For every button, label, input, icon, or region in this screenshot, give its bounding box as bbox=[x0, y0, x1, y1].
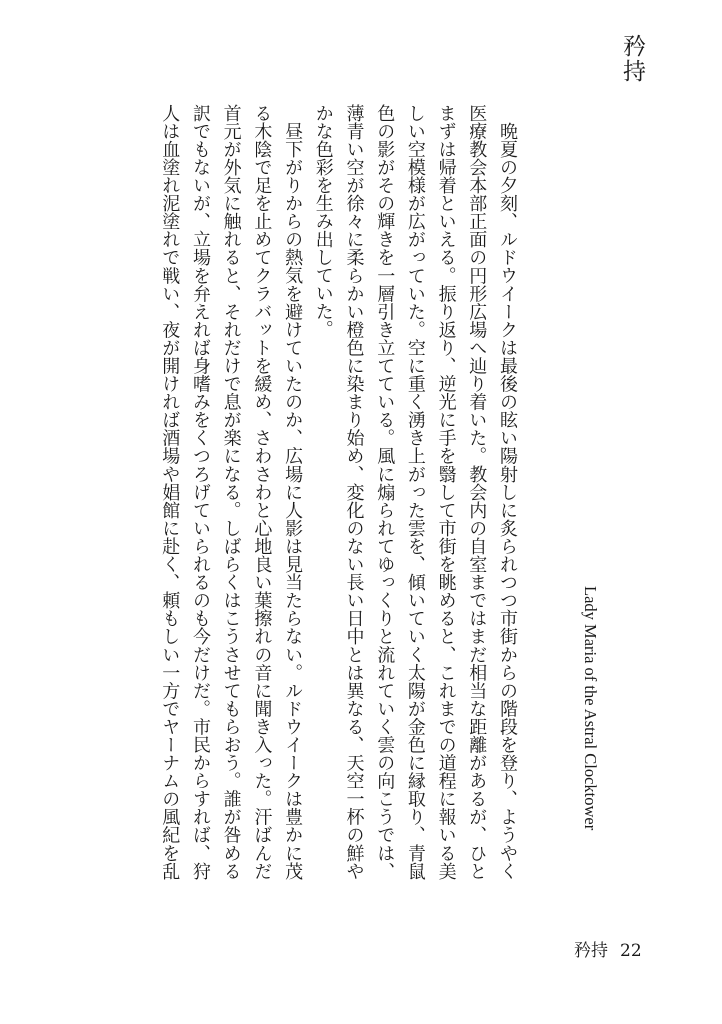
text-line: かな色彩を生み出していた。 bbox=[312, 104, 334, 338]
chapter-title: 矜持 bbox=[619, 34, 645, 84]
text-line: 首元が外気に触れると、それだけで息が楽になる。しばらくはこうさせてもらおう。誰が咎める bbox=[220, 104, 242, 880]
text-line: 晩夏の夕刻、ルドウイークは最後の眩い陽射しに炙られつつ市街からの階段を登り、ようやく bbox=[497, 122, 518, 880]
text-line: 色の影がその輝きを一層引き立てている。風に煽られてゆっくりと流れていく雲の向こうでは、 bbox=[374, 104, 396, 880]
text-line: しい空模様が広がっていた。空に重く湧き上がった雲を、傾いていく太陽が金色に縁取り、青鼠 bbox=[404, 104, 426, 880]
page-number: 22 bbox=[620, 941, 642, 961]
text-line: 人は血塗れ泥塗れで戦い、夜が開ければ酒場や娼館に赴く、頼もしい一方でヤーナムの風紀を乱 bbox=[159, 104, 181, 880]
text-line: 訳でもないが、立場を弁えれば身嗜みをくつろげていられるのも今だけだ。市民からすれば、狩 bbox=[189, 104, 211, 880]
page-footer bbox=[574, 936, 654, 961]
body-text bbox=[154, 104, 522, 880]
text-line: まずは帰着といえる。振り返り、逆光に手を翳して市街を眺めると、これまでの道程に報いる美 bbox=[435, 104, 457, 880]
text-line: る木陰で足を止めてクラバットを緩め、さわさわと心地良い葉擦れの音に聞き入った。汗ばんだ bbox=[251, 104, 273, 880]
running-header: Lady Maria of the Astral Clocktower bbox=[581, 586, 600, 831]
footer-section-title: 矜持 bbox=[574, 941, 608, 961]
text-line: 医療教会本部正面の円形広場へ辿り着いた。教会内の自室まではまだ相当な距離があるが、ひと bbox=[466, 104, 488, 880]
text-line: 昼下がりからの熱気を避けていたのか、広場に人影は見当たらない。ルドウイークは豊かに茂 bbox=[282, 122, 304, 880]
text-line: 薄青い空が徐々に柔らかい橙色に染まり始め、変化のない長い日中とは異なる、天空一杯の鮮や bbox=[343, 104, 365, 880]
